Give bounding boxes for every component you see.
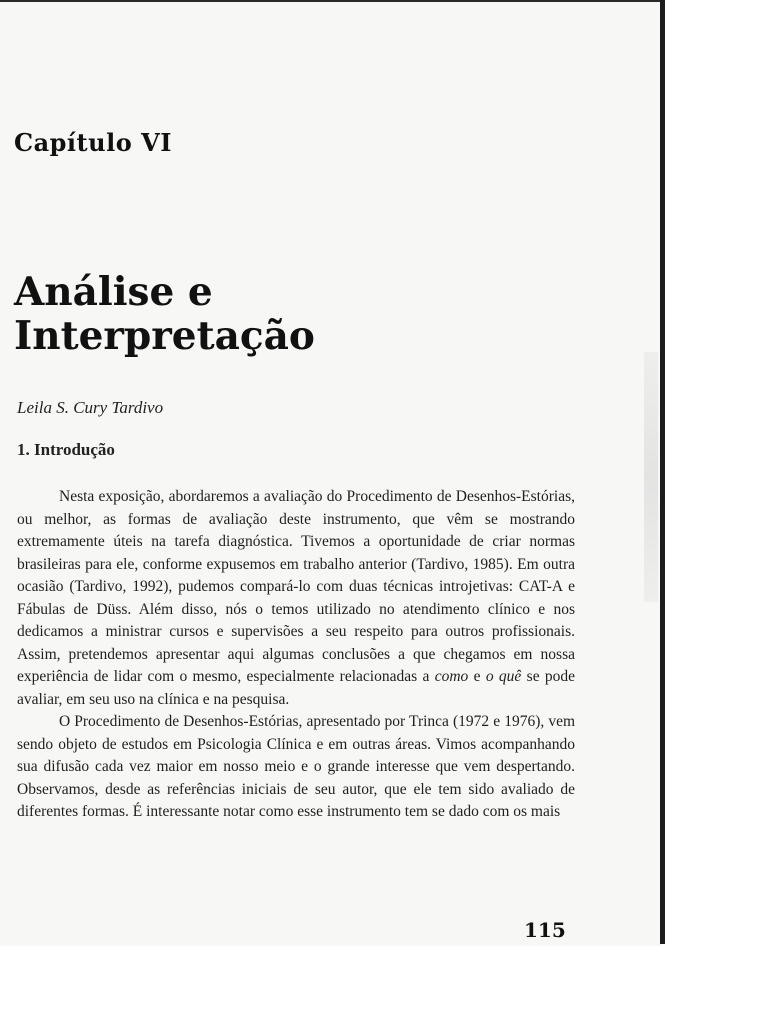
scan-watermark — [644, 352, 658, 602]
emphasis-como: como — [434, 668, 469, 685]
body-text — [17, 486, 575, 824]
paragraph — [17, 486, 575, 711]
chapter-title-line-1: Análise e — [14, 269, 213, 315]
emphasis-o-que: o quê — [485, 668, 522, 685]
chapter-title — [14, 270, 315, 358]
chapter-title-line-2: Interpretação — [14, 313, 315, 359]
paragraph-1-text: Nesta exposição, abordaremos a avaliação do Procedimento de Desenhos-Estórias, ou melhor, as formas de avaliação deste instrumento, que vêm se mostrando extremamente úteis na tarefa diagnóstica. Tivemos a oportunidade de criar normas brasileiras para ele, conforme expusemos em trabalho anterior (Tardivo, 1985). Em outra ocasião (Tardivo, 1992), pudemos compará-lo com duas técnicas introjetivas: CAT-A e Fábulas de Düss. Além disso, nós o temos utilizado no atendimento clínico e nos dedicamos a ministrar cursos e supervisões a seu respeito para outros profissionais. Assim, pretendemos apresentar aqui algumas conclusões a que chegamos em nossa experiência de lidar com o mesmo, especialmente relacionadas a — [17, 488, 575, 685]
author-name: Leila S. Cury Tardivo — [17, 398, 164, 417]
page-number: 115 — [524, 918, 566, 942]
paragraph-1-connector: e — [473, 668, 481, 685]
paragraph-1-end: se pode avaliar, em seu uso na clínica e na pesquisa. — [17, 668, 576, 708]
paragraph: O Procedimento de Desenhos-Estórias, apresentado por Trinca (1972 e 1976), vem sendo objeto de estudos em Psicologia Clínica e em outras áreas. Vimos acompanhando sua difusão cada vez maior em nosso meio e o grande interesse que vem despertando. Observamos, desde as referências iniciais de seu autor, que ele tem sido avaliado de diferentes formas. É interessante notar como esse instrumento tem se dado com os mais — [17, 713, 575, 820]
section-heading: 1. Introdução — [17, 440, 115, 459]
book-spine — [660, 0, 665, 944]
chapter-label: Capítulo VI — [14, 128, 172, 157]
